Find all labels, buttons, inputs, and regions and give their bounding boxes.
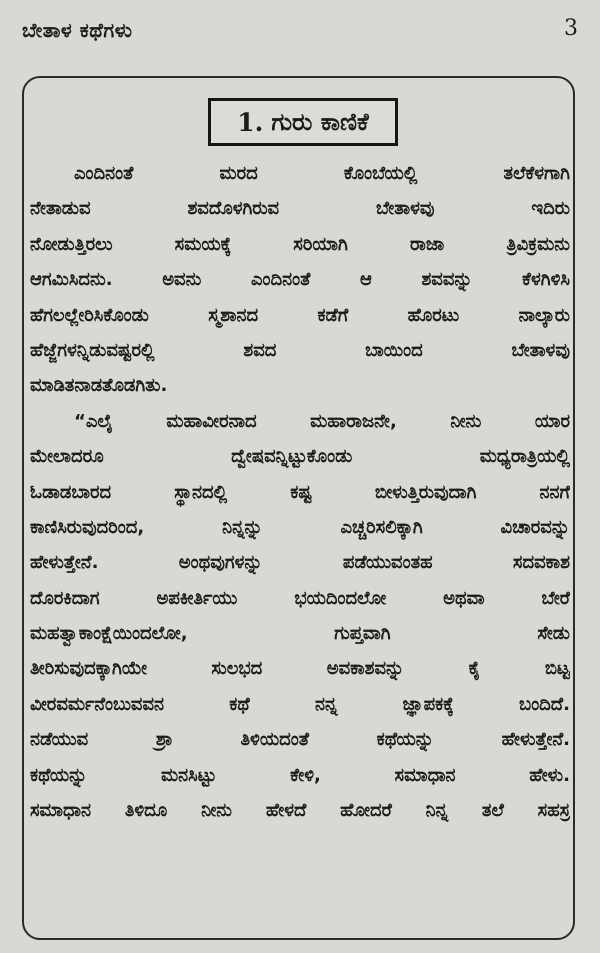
text-line: ವೀರವರ್ಮನೆಂಬುವವನ ಕಥೆ ನನ್ನ ಜ್ಞಾಪಕಕ್ಕೆ ಬಂದಿದೆ.: [30, 693, 570, 715]
text-line: ಹೆಗಲಲ್ಲೇರಿಸಿಕೊಂಡು ಸ್ಮಶಾನದ ಕಡೆಗೆ ಹೊರಟು ನಾಲ್ಕಾರು: [30, 304, 570, 326]
chapter-title: ಗುರು ಕಾಣಿಕೆ: [271, 108, 369, 136]
story-text: [30, 156, 570, 828]
text-line: ಹೇಳುತ್ತೇನೆ. ಅಂಥವುಗಳನ್ನು ಪಡೆಯುವಂತಹ ಸದವಕಾಶ: [30, 552, 570, 574]
text-line: ಎಂದಿನಂತೆ ಮರದ ಕೊಂಬೆಯಲ್ಲಿ ತಲೆಕೆಳಗಾಗಿ: [74, 163, 570, 184]
text-line: ಕಾಣಿಸಿರುವುದರಿಂದ, ನಿನ್ನನ್ನು ಎಚ್ಚರಿಸಲಿಕ್ಕಾಗಿ ವಿಚಾರವನ್ನು: [30, 516, 570, 538]
text-line: ನೋಡುತ್ತಿರಲು ಸಮಯಕ್ಕೆ ಸರಿಯಾಗಿ ರಾಜಾ ತ್ರಿವಿಕ್ರಮನು: [30, 233, 570, 255]
text-line: ಮಾಡಿತನಾಡತೊಡಗಿತು.: [30, 375, 168, 397]
running-head: ಬೇತಾಳ ಕಥೆಗಳು: [22, 18, 133, 42]
text-line: ಕಥೆಯನ್ನು ಮನಸಿಟ್ಟು ಕೇಳಿ, ಸಮಾಧಾನ ಹೇಳು.: [30, 764, 570, 786]
text-line: ದೊರಕಿದಾಗ ಅಪಕೀರ್ತಿಯು ಭಯದಿಂದಲೋ ಅಥವಾ ಬೇರೆ: [30, 587, 570, 609]
text-line: ಹೆಜ್ಜೆಗಳನ್ನಿಡುವಷ್ಟರಲ್ಲಿ ಶವದ ಬಾಯಿಂದ ಬೇತಾಳವು: [30, 339, 570, 361]
text-line: ಮಹತ್ವಾಕಾಂಕ್ಷೆಯಿಂದಲೋ, ಗುಪ್ತವಾಗಿ ಸೇಡು: [30, 623, 570, 645]
text-line: ಓಡಾಡಬಾರದ ಸ್ಥಾನದಲ್ಲಿ ಕಷ್ಟ ಬೀಳುತ್ತಿರುವುದಾಗಿ ನನಗೆ: [30, 481, 570, 503]
page-number: 3: [564, 16, 578, 41]
text-line: “ಎಲೈ ಮಹಾವೀರನಾದ ಮಹಾರಾಜನೇ, ನೀನು ಯಾರ: [74, 410, 570, 432]
text-line: ಆಗಮಿಸಿದನು. ಅವನು ಎಂದಿನಂತೆ ಆ ಶವವನ್ನು ಕೆಳಗಿಳಿಸಿ: [30, 269, 570, 291]
text-line: ಮೇಲಾದರೂ ದ್ವೇಷವನ್ನಿಟ್ಟುಕೊಂಡು ಮಧ್ಯರಾತ್ರಿಯಲ್ಲಿ: [30, 446, 570, 468]
text-line: ನೇತಾಡುವ ಶವದೊಳಗಿರುವ ಬೇತಾಳವು ಇದಿರು: [30, 198, 570, 220]
text-line: ತೀರಿಸುವುದಕ್ಕಾಗಿಯೇ ಸುಲಭದ ಅವಕಾಶವನ್ನು ಕೈ ಬಿಟ್ಟ: [30, 658, 570, 680]
chapter-number: 1.: [237, 107, 264, 137]
text-line: ಸಮಾಧಾನ ತಿಳಿದೂ ನೀನು ಹೇಳದೆ ಹೋದರೆ ನಿನ್ನ ತಲೆ ಸಹಸ್ರ: [30, 800, 570, 822]
text-line: ನಡೆಯುವ ಶ್ರಾ ತಿಳಿಯದಂತೆ ಕಥೆಯನ್ನು ಹೇಳುತ್ತೇನೆ.: [30, 729, 570, 751]
chapter-title-box: [208, 98, 398, 146]
